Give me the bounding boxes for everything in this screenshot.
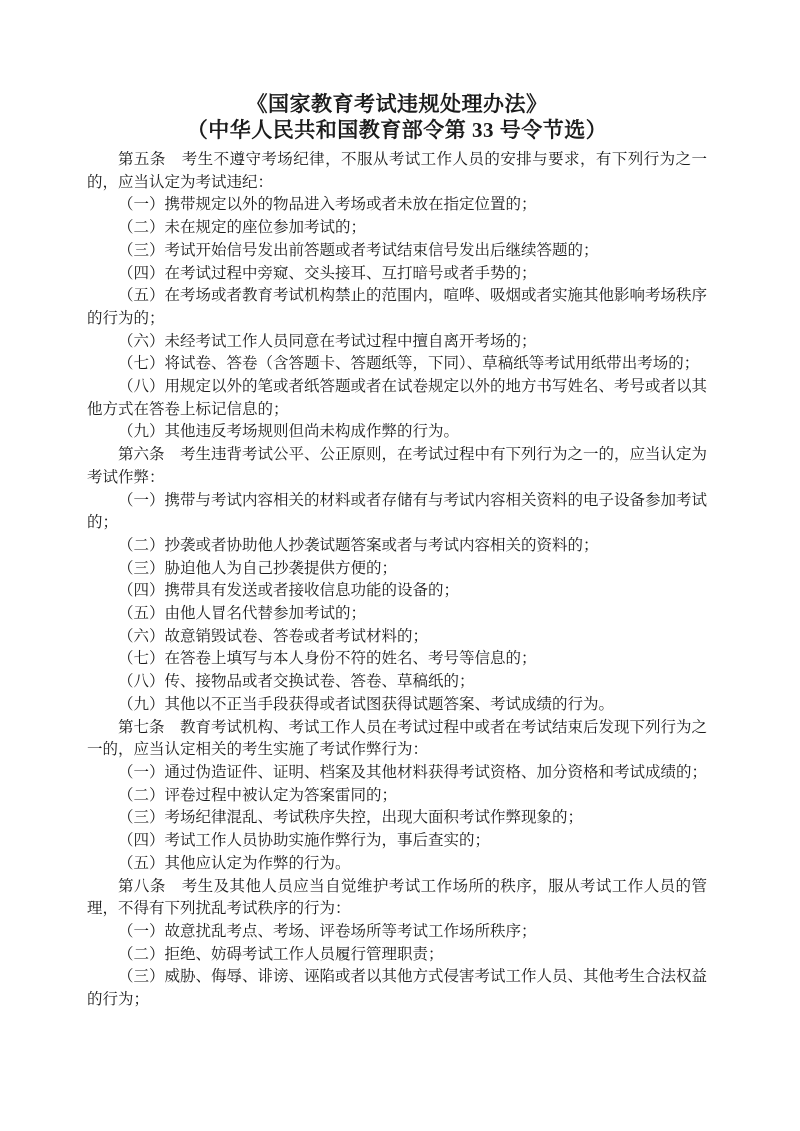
paragraph: 第六条 考生违背考试公平、公正原则，在考试过程中有下列行为之一的，应当认定为考试作弊：	[87, 446, 708, 486]
paragraph: （九）其他以不正当手段获得或者试图获得试题答案、考试成绩的行为。	[118, 695, 615, 713]
paragraph: （三）胁迫他人为自己抄袭提供方便的；	[118, 559, 398, 577]
paragraph: （六）故意销毁试卷、答卷或者考试材料的；	[118, 627, 429, 645]
paragraph: （四）携带具有发送或者接收信息功能的设备的；	[118, 582, 460, 600]
paragraph: （三）威胁、侮辱、诽谤、诬陷或者以其他方式侵害考试工作人员、其他考生合法权益的行为；	[87, 968, 708, 1009]
document-title-line-1: 《国家教育考试违规处理办法》	[246, 92, 548, 116]
document-body	[87, 149, 707, 1012]
paragraph: （一）携带规定以外的物品进入考场或者未放在指定位置的；	[118, 196, 537, 214]
paragraph: （五）由他人冒名代替参加考试的；	[118, 605, 367, 623]
paragraph: （二）拒绝、妨碍考试工作人员履行管理职责；	[118, 945, 444, 963]
paragraph: 第八条 考生及其他人员应当自觉维护考试工作场所的秩序，服从考试工作人员的管理，不得有下列扰乱考试秩序的行为：	[87, 877, 707, 918]
paragraph: （八）用规定以外的笔或者纸答题或者在试卷规定以外的地方书写姓名、考号或者以其他方式在答卷上标记信息的；	[87, 378, 708, 418]
paragraph: （二）未在规定的座位参加考试的；	[118, 219, 367, 237]
paragraph: （二）评卷过程中被认定为答案雷同的；	[118, 786, 398, 804]
paragraph: （二）抄袭或者协助他人抄袭试题答案或者与考试内容相关的资料的；	[118, 536, 599, 554]
document-title-line-2: （中华人民共和国教育部令第 33 号令节选）	[186, 118, 608, 142]
paragraph: 第七条 教育考试机构、考试工作人员在考试过程中或者在考试结束后发现下列行为之一的，应当认定相关的考生实施了考试作弊行为：	[87, 718, 708, 759]
paragraph: （三）考试开始信号发出前答题或者考试结束信号发出后继续答题的；	[118, 241, 599, 259]
paragraph: （一）故意扰乱考点、考场、评卷场所等考试工作场所秩序；	[118, 922, 537, 940]
paragraph: （七）在答卷上填写与本人身份不符的姓名、考号等信息的；	[118, 650, 537, 668]
paragraph: （四）在考试过程中旁窥、交头接耳、互打暗号或者手势的；	[118, 264, 537, 282]
paragraph: （六）未经考试工作人员同意在考试过程中擅自离开考场的；	[118, 332, 537, 350]
paragraph: （四）考试工作人员协助实施作弊行为，事后查实的；	[118, 832, 491, 850]
paragraph: （八）传、接物品或者交换试卷、答卷、草稿纸的；	[118, 673, 475, 691]
paragraph: 第五条 考生不遵守考场纪律，不服从考试工作人员的安排与要求，有下列行为之一的，应当认定为考试违纪：	[87, 151, 707, 191]
paragraph: （七）将试卷、答卷（含答题卡、答题纸等，下同）、草稿纸等考试用纸带出考场的；	[118, 355, 700, 373]
paragraph: （一）携带与考试内容相关的材料或者存储有与考试内容相关资料的电子设备参加考试的；	[87, 491, 708, 532]
paragraph: （九）其他违反考场规则但尚未构成作弊的行为。	[118, 423, 460, 441]
paragraph: （五）在考场或者教育考试机构禁止的范围内，喧哗、吸烟或者实施其他影响考场秩序的行为的；	[87, 287, 708, 327]
paragraph: （三）考场纪律混乱、考试秩序失控，出现大面积考试作弊现象的；	[118, 809, 584, 827]
document-title	[87, 91, 707, 143]
paragraph: （一）通过伪造证件、证明、档案及其他材料获得考试资格、加分资格和考试成绩的；	[118, 763, 708, 781]
paragraph: （五）其他应认定为作弊的行为。	[118, 854, 351, 872]
